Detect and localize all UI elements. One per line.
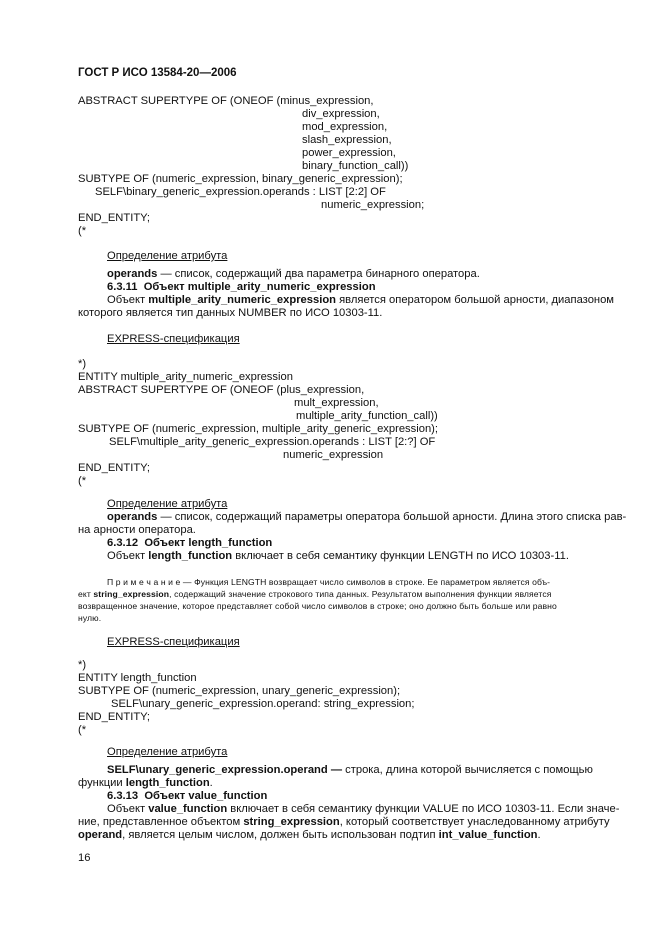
note-line: нулю. (78, 613, 102, 623)
term: int_value_function (438, 829, 538, 841)
term: string_expression (243, 816, 340, 828)
document-header: ГОСТ Р ИСО 13584-20—2006 (78, 67, 237, 79)
section-heading-6-3-12 (107, 537, 272, 550)
section-number: 6.3.11 (107, 281, 138, 293)
code-line: *) (78, 659, 87, 671)
text: Объект (107, 294, 149, 306)
note-line: возвращенное значение, которое представляет собой число символов в строке; оно должно быть больше или равно (78, 601, 557, 611)
section-title-prefix: Объект (143, 281, 188, 293)
text: . (209, 777, 213, 789)
definition-text: строка, длина которой вычисляется с помощью (342, 764, 593, 776)
text: — Функция LENGTH возвращает число символов в строке. Ее параметром является объ- (180, 577, 551, 587)
term: operand (78, 829, 123, 841)
attribute-definition-text (107, 268, 480, 281)
attribute-definition-heading: Определение атрибута (107, 498, 228, 510)
term: length_function (125, 777, 210, 789)
attribute-definition-text (78, 777, 213, 790)
attribute-definition-text (107, 764, 593, 777)
code-line: power_expression, (302, 147, 396, 159)
code-line: SUBTYPE OF (numeric_expression, binary_generic_expression); (78, 173, 403, 185)
term: length_function (148, 550, 233, 562)
attribute-definition-heading: Определение атрибута (107, 250, 228, 262)
code-line: ENTITY length_function (78, 672, 197, 684)
text: , содержащий значение строкового типа данных. Результатом выполнения функции является (169, 589, 552, 599)
definition-text: — список, содержащий два параметра бинарного оператора. (157, 268, 480, 280)
code-line: END_ENTITY; (78, 711, 151, 723)
code-line: SELF\unary_generic_expression.operand: string_expression; (111, 698, 415, 710)
section-heading-6-3-11 (107, 281, 376, 294)
attribute-definition-text: на арности оператора. (78, 524, 196, 536)
paragraph-line (78, 816, 610, 829)
term: value_function (148, 803, 228, 815)
page-number: 16 (78, 852, 91, 864)
note-label: П р и м е ч а н и е (107, 577, 181, 587)
note-line (107, 576, 550, 588)
code-line: SUBTYPE OF (numeric_expression, multiple_arity_generic_expression); (78, 423, 439, 435)
code-line: div_expression, (302, 108, 380, 120)
code-line: SELF\binary_generic_expression.operands : LIST [2:2] OF (95, 186, 386, 198)
section-number: 6.3.13 (107, 790, 139, 802)
code-line: END_ENTITY; (78, 462, 151, 474)
section-title-name: multiple_arity_numeric_expression (187, 281, 376, 293)
text: Объект (107, 550, 149, 562)
express-spec-heading: EXPRESS-спецификация (107, 636, 240, 648)
text: . (537, 829, 541, 841)
text: функции (78, 777, 126, 789)
code-line: multiple_arity_function_call)) (296, 410, 438, 422)
attribute-definition-text (107, 511, 626, 524)
paragraph-line (107, 803, 619, 816)
section-title-prefix: Объект (144, 790, 189, 802)
code-line: END_ENTITY; (78, 212, 151, 224)
code-line: mult_expression, (294, 397, 379, 409)
text: , является целым числом, должен быть использован подтип (122, 829, 439, 841)
text: ние, представленное объектом (78, 816, 244, 828)
code-line: (* (78, 724, 87, 736)
text: включает в себя семантику функции VALUE по ИСО 10303-11. Если значе- (227, 803, 620, 815)
code-line: (* (78, 475, 87, 487)
term: operands (107, 268, 158, 280)
term: string_expression (93, 589, 170, 599)
code-line: ENTITY multiple_arity_numeric_expression (78, 371, 293, 383)
code-line: ABSTRACT SUPERTYPE OF (ONEOF (plus_expression, (78, 384, 365, 396)
term: operands (107, 511, 158, 523)
code-line: slash_expression, (302, 134, 392, 146)
section-heading-6-3-13 (107, 790, 267, 803)
definition-text: — список, содержащий параметры оператора большой арности. Длина этого списка рав- (157, 511, 627, 523)
code-line: numeric_expression; (321, 199, 425, 211)
code-line: SUBTYPE OF (numeric_expression, unary_generic_expression); (78, 685, 401, 697)
term: SELF\unary_generic_expression.operand — (107, 764, 343, 776)
term: multiple_arity_numeric_expression (148, 294, 336, 306)
express-spec-heading: EXPRESS-спецификация (107, 333, 240, 345)
code-line: mod_expression, (302, 121, 388, 133)
section-number: 6.3.12 (107, 537, 139, 549)
text: Объект (107, 803, 149, 815)
code-line: binary_function_call)) (302, 160, 409, 172)
text: является оператором большой арности, диапазоном (336, 294, 615, 306)
code-line: SELF\multiple_arity_generic_expression.operands : LIST [2:?] OF (109, 436, 436, 448)
attribute-definition-heading: Определение атрибута (107, 746, 228, 758)
paragraph-line (78, 829, 541, 842)
section-title-prefix: Объект (144, 537, 189, 549)
code-line: numeric_expression (283, 449, 384, 461)
section-title-name: value_function (188, 790, 268, 802)
code-line: *) (78, 358, 87, 370)
code-line: ABSTRACT SUPERTYPE OF (ONEOF (minus_expression, (78, 95, 374, 107)
paragraph-line (107, 294, 614, 307)
text: ект (78, 589, 94, 599)
note-line (78, 588, 551, 600)
text: включает в себя семантику функции LENGTH по ИСО 10303-11. (232, 550, 569, 562)
paragraph-line (107, 550, 569, 563)
section-title-name: length_function (188, 537, 273, 549)
code-line: (* (78, 225, 87, 237)
paragraph-line: которого является тип данных NUMBER по ИСО 10303-11. (78, 307, 383, 319)
text: , который соответствует унаследованному атрибуту (339, 816, 610, 828)
